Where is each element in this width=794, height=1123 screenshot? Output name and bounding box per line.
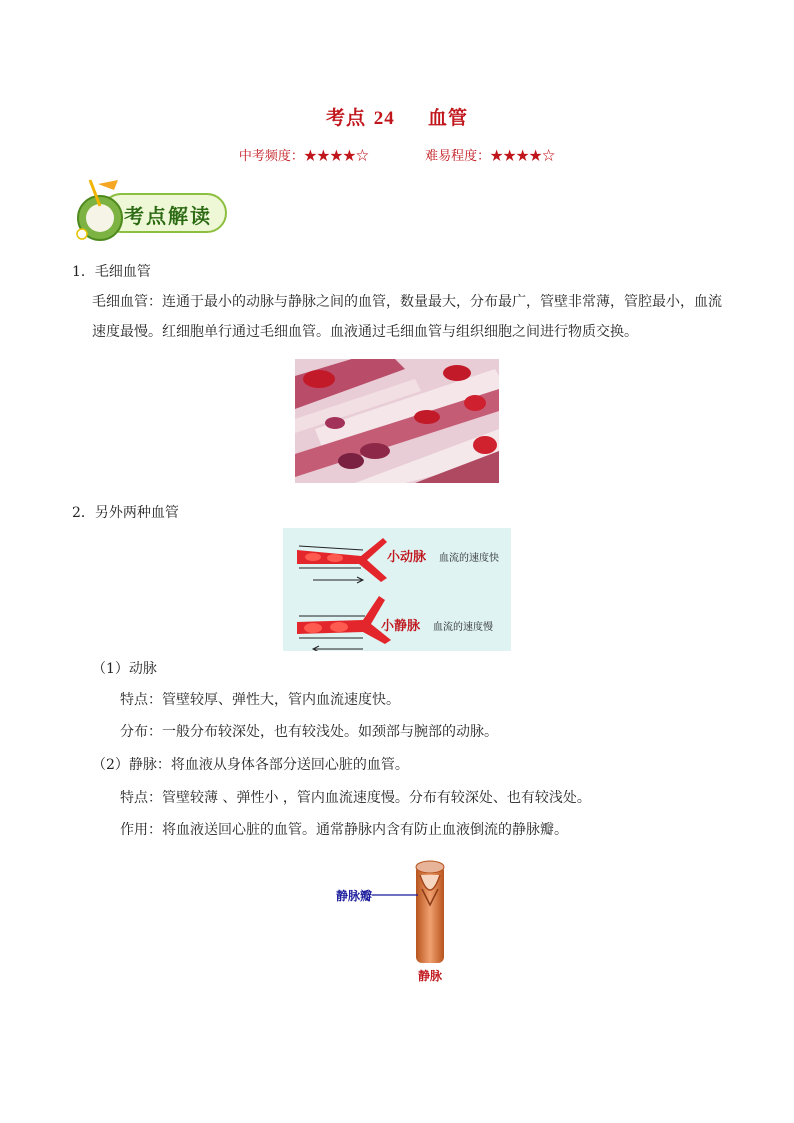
vein-caption: 静脉 <box>418 969 443 983</box>
title-number: 24 <box>373 108 395 129</box>
banner-label: 考点解读 <box>124 204 212 228</box>
section2-heading: 2．另外两种血管 <box>72 505 179 521</box>
frequency-rating: 中考频度：★★★★☆ <box>238 149 369 164</box>
artery-speed-label: 血流的速度快 <box>439 553 499 564</box>
section1-paragraph-line2: 速度最慢。红细胞单行通过毛细血管。血液通过毛细血管与组织细胞之间进行物质交换。 <box>92 324 638 340</box>
vein-features: 特点：管壁较薄 、弹性小 ，管内血流速度慢。分布有较深处、也有较浅处。 <box>120 790 591 806</box>
vein-label: 小静脉 <box>381 619 421 634</box>
meta-line <box>0 145 794 164</box>
title-prefix: 考点 <box>326 107 367 129</box>
page-title <box>0 103 794 130</box>
artery-features: 特点：管壁较厚、弹性大，管内血流速度快。 <box>120 692 400 708</box>
artery-graphic <box>297 538 387 583</box>
artery-distribution: 分布：一般分布较深处，也有较浅处。如颈部与腕部的动脉。 <box>120 724 498 740</box>
title-topic: 血管 <box>427 107 468 129</box>
artery-label: 小动脉 <box>387 550 427 565</box>
vein-graphic <box>297 596 391 651</box>
vein-valve-figure <box>330 855 460 985</box>
capillary-micrograph <box>295 359 499 483</box>
difficulty-rating: 难易程度：★★★★☆ <box>425 149 556 164</box>
vein-speed-label: 血流的速度慢 <box>433 622 493 633</box>
artery-heading: （1）动脉 <box>92 661 157 677</box>
section-banner <box>70 178 230 244</box>
section1-heading: 1．毛细血管 <box>72 264 151 280</box>
vein-function: 作用：将血液送回心脏的血管。通常静脉内含有防止血液倒流的静脉瓣。 <box>120 822 568 838</box>
artery-vein-diagram <box>283 528 511 651</box>
section1-paragraph-line1: 毛细血管：连通于最小的动脉与静脉之间的血管，数量最大，分布最广，管壁非常薄，管腔最小，血流 <box>92 294 722 310</box>
valve-label: 静脉瓣 <box>336 889 373 903</box>
vein-heading: （2）静脉：将血液从身体各部分送回心脏的血管。 <box>92 757 409 773</box>
